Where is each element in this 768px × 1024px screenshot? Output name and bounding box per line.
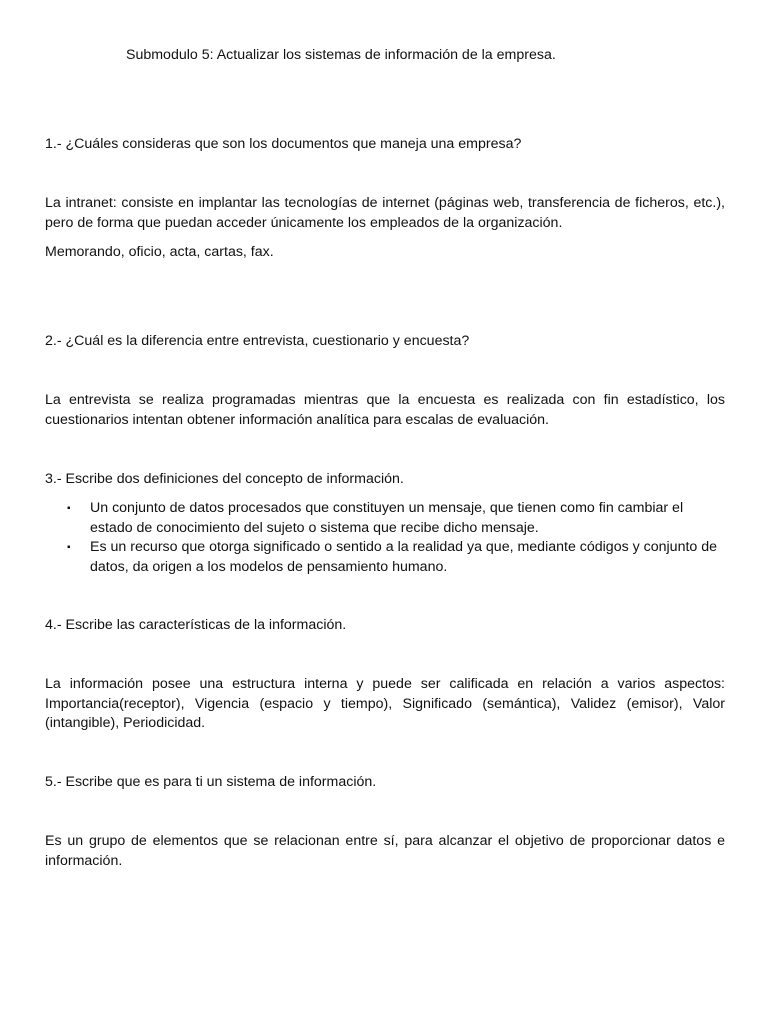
- question-4: 4.- Escribe las características de la información.: [45, 617, 347, 633]
- bullet-icon: ▪: [67, 503, 71, 514]
- question-3: 3.- Escribe dos definiciones del concepto de información.: [45, 471, 404, 487]
- question-2: 2.- ¿Cuál es la diferencia entre entrevista, cuestionario y encuesta?: [45, 333, 470, 349]
- question-1: 1.- ¿Cuáles consideras que son los documentos que maneja una empresa?: [45, 136, 522, 152]
- answer-5-paragraph: Es un grupo de elementos que se relacionan entre sí, para alcanzar el objetivo de proporcionar datos e información.: [45, 833, 725, 869]
- answer-4-paragraph: La información posee una estructura interna y puede ser calificada en relación a varios aspectos: Importancia(receptor), Vigencia (espacio y tiempo), Significado (semántica), Validez (emisor), Valor (intangible), Periodicidad.: [45, 676, 725, 731]
- definition-text: Un conjunto de datos procesados que constituyen un mensaje, que tienen como fin cambiar el estado de conocimiento del sujeto o sistema que recibe dicho mensaje.: [90, 500, 684, 536]
- answer-2-paragraph: La entrevista se realiza programadas mientras que la encuesta es realizada con fin estadístico, los cuestionarios intentan obtener información analítica para escalas de evaluación.: [45, 392, 725, 428]
- definition-text: Es un recurso que otorga significado o sentido a la realidad ya que, mediante códigos y conjunto de datos, da origen a los modelos de pensamiento humano.: [90, 539, 718, 575]
- answer-1-paragraph: La intranet: consiste en implantar las tecnologías de internet (páginas web, transferencia de ficheros, etc.), pero de forma que puedan acceder únicamente los empleados de la organización.: [45, 195, 725, 231]
- page-title: Submodulo 5: Actualizar los sistemas de información de la empresa.: [126, 47, 556, 63]
- question-5: 5.- Escribe que es para ti un sistema de información.: [45, 774, 377, 790]
- list-item: [45, 538, 725, 577]
- answer-1-list: Memorando, oficio, acta, cartas, fax.: [45, 244, 274, 260]
- definitions-list: [45, 499, 725, 577]
- bullet-icon: ▪: [67, 542, 71, 553]
- list-item: [45, 499, 725, 538]
